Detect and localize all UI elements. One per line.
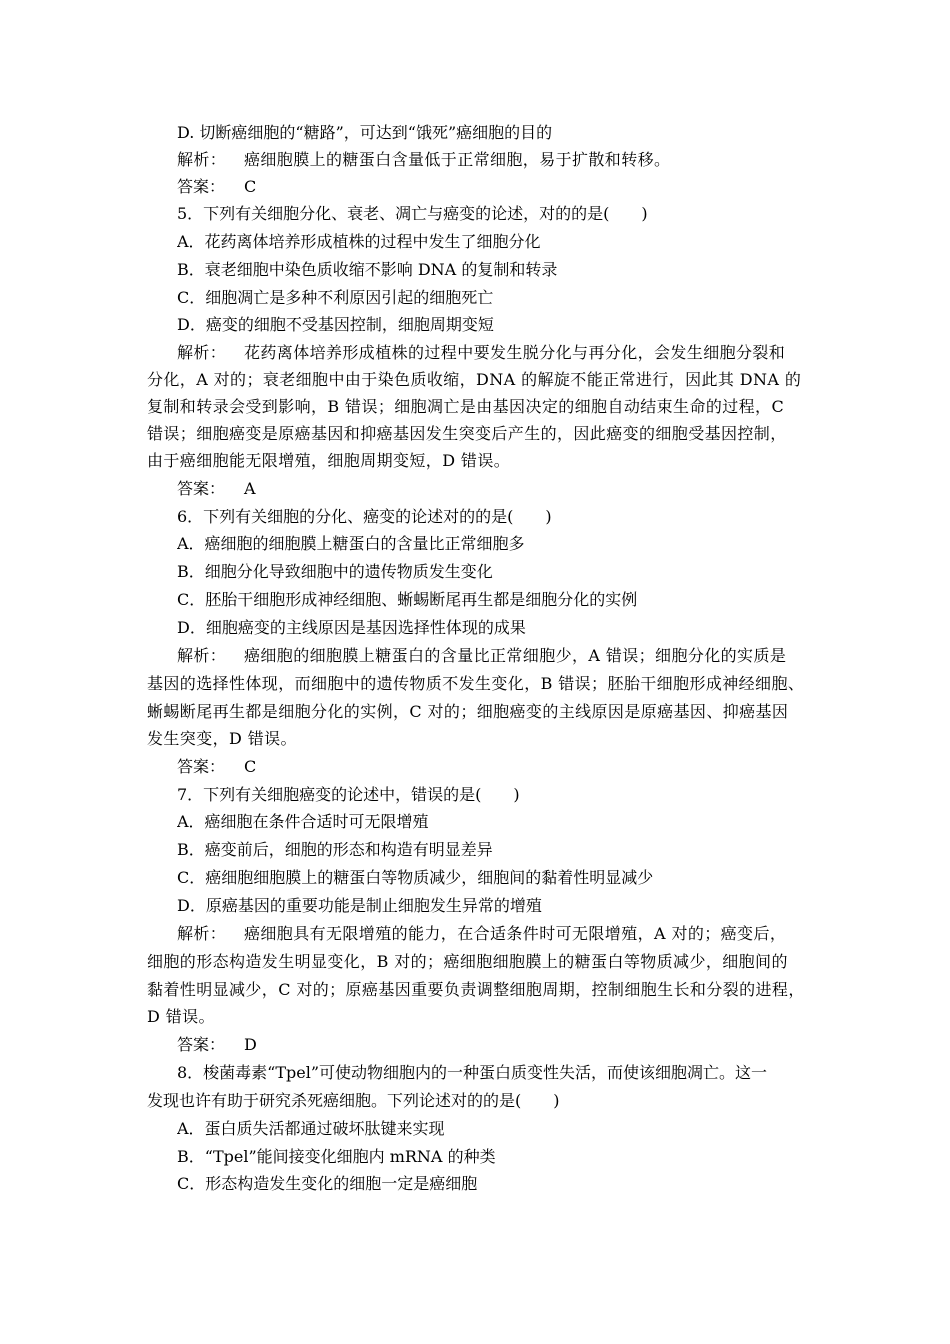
q8-stem-line-1: 8．梭菌毒素“Tpel”可使动物细胞内的一种蛋白质变性失活，而使该细胞凋亡。这一: [177, 1063, 768, 1082]
q6-option-d: D．细胞癌变的主线原因是基因选择性体现的成果: [177, 618, 526, 637]
answer-label: 答案：: [177, 757, 226, 776]
analysis-label: 解析：: [177, 343, 227, 362]
q5-answer: [177, 479, 807, 499]
q6-analysis-line-1: [177, 646, 807, 666]
q7-analysis-line-1: [177, 924, 807, 944]
q6-option-c: C．胚胎干细胞形成神经细胞、蜥蜴断尾再生都是细胞分化的实例: [177, 590, 638, 609]
q5-analysis-line-3: 复制和转录会受到影响，B 错误；细胞凋亡是由基因决定的细胞自动结束生命的过程，C: [147, 397, 785, 416]
q8-option-c: C．形态构造发生变化的细胞一定是癌细胞: [177, 1174, 478, 1193]
q7-option-d: D．原癌基因的重要功能是制止细胞发生异常的增殖: [177, 896, 542, 915]
q4-option-d: D. 切断癌细胞的“糖路”，可达到“饿死”癌细胞的目的: [177, 123, 553, 142]
analysis-label: 解析：: [177, 150, 227, 169]
q5-option-a: A．花药离体培养形成植株的过程中发生了细胞分化: [177, 232, 541, 251]
q5-analysis-line-1: [177, 343, 807, 363]
q7-option-a: A．癌细胞在条件合适时可无限增殖: [177, 812, 429, 831]
analysis-label: 解析：: [177, 646, 227, 665]
q4-analysis: [177, 150, 807, 170]
q7-analysis-line-2: 细胞的形态构造发生明显变化，B 对的；癌细胞细胞膜上的糖蛋白等物质减少，细胞间的: [147, 952, 788, 971]
q7-analysis-line-4: D 错误。: [147, 1007, 215, 1026]
q6-stem: 6．下列有关细胞的分化、癌变的论述对的的是( ): [177, 507, 552, 526]
analysis-text: 花药离体培养形成植株的过程中要发生脱分化与再分化，会发生细胞分裂和: [244, 343, 786, 362]
analysis-text: 癌细胞膜上的糖蛋白含量低于正常细胞，易于扩散和转移。: [244, 150, 671, 169]
q6-analysis-line-3: 蜥蜴断尾再生都是细胞分化的实例，C 对的；细胞癌变的主线原因是原癌基因、抑癌基因: [147, 702, 789, 721]
q5-option-b: B．衰老细胞中染色质收缩不影响 DNA 的复制和转录: [177, 260, 558, 279]
q7-stem: 7．下列有关细胞癌变的论述中，错误的是( ): [177, 785, 520, 804]
q5-analysis-line-5: 由于癌细胞能无限增殖，细胞周期变短，D 错误。: [147, 451, 511, 470]
q5-option-d: D．癌变的细胞不受基因控制，细胞周期变短: [177, 315, 494, 334]
q7-option-b: B．癌变前后，细胞的形态和构造有明显差异: [177, 840, 493, 859]
q5-stem: 5．下列有关细胞分化、衰老、凋亡与癌变的论述，对的的是( ): [177, 204, 648, 223]
answer-label: 答案：: [177, 479, 226, 498]
q7-analysis-line-3: 黏着性明显减少，C 对的；原癌基因重要负责调整细胞周期，控制细胞生长和分裂的进程，: [147, 980, 805, 999]
analysis-text: 癌细胞具有无限增殖的能力，在合适条件时可无限增殖，A 对的；癌变后，: [244, 924, 787, 943]
q6-analysis-line-2: 基因的选择性体现，而细胞中的遗传物质不发生变化，B 错误；胚胎干细胞形成神经细胞、: [147, 674, 805, 693]
q7-option-c: C．癌细胞细胞膜上的糖蛋白等物质减少，细胞间的黏着性明显减少: [177, 868, 654, 887]
q4-answer: [177, 177, 807, 197]
answer-label: 答案：: [177, 177, 226, 196]
answer-value: A: [244, 479, 256, 498]
q6-answer: [177, 757, 807, 777]
answer-value: D: [244, 1035, 257, 1054]
q5-analysis-line-2: 分化，A 对的；衰老细胞中由于染色质收缩，DNA 的解旋不能正常进行，因此其 DNA 的: [147, 370, 802, 389]
q5-analysis-line-4: 错误；细胞癌变是原癌基因和抑癌基因发生突变后产生的，因此癌变的细胞受基因控制，: [147, 424, 787, 443]
q5-option-c: C．细胞凋亡是多种不利原因引起的细胞死亡: [177, 288, 494, 307]
q6-option-b: B．细胞分化导致细胞中的遗传物质发生变化: [177, 562, 493, 581]
analysis-label: 解析：: [177, 924, 227, 943]
q7-answer: [177, 1035, 807, 1055]
analysis-text: 癌细胞的细胞膜上糖蛋白的含量比正常细胞少，A 错误；细胞分化的实质是: [244, 646, 787, 665]
q8-option-a: A．蛋白质失活都通过破坏肽键来实现: [177, 1119, 445, 1138]
q6-option-a: A．癌细胞的细胞膜上糖蛋白的含量比正常细胞多: [177, 534, 525, 553]
answer-label: 答案：: [177, 1035, 226, 1054]
q8-stem-line-2: 发现也许有助于研究杀死癌细胞。下列论述对的的是( ): [147, 1091, 560, 1110]
answer-value: C: [244, 757, 257, 776]
answer-value: C: [244, 177, 257, 196]
q8-option-b: B．“Tpel”能间接变化细胞内 mRNA 的种类: [177, 1147, 496, 1166]
q6-analysis-line-4: 发生突变，D 错误。: [147, 729, 297, 748]
